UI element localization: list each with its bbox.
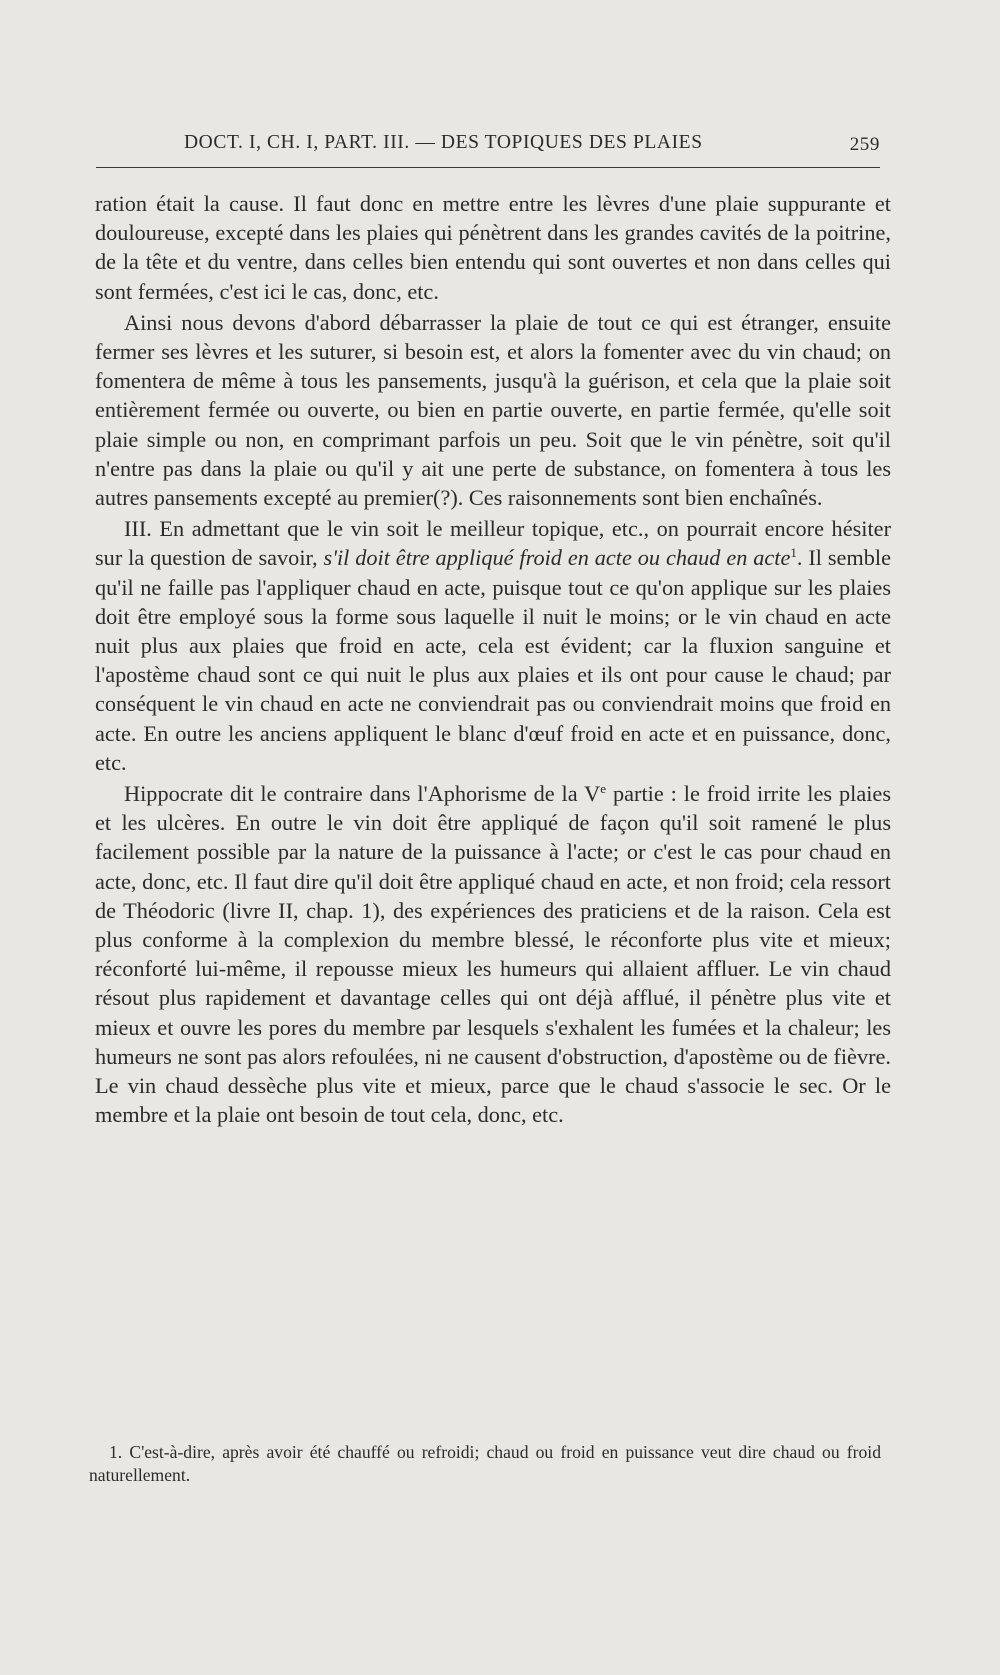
italic-question: s'il doit être appliqué froid en acte ou chaud en acte <box>323 545 791 571</box>
paragraph-4 <box>95 779 891 1129</box>
body-text <box>95 189 891 1130</box>
page-number: 259 <box>849 134 880 155</box>
paragraph-1: ration était la cause. Il faut donc en mettre entre les lèvres d'une plaie suppurante et douloureuse, excepté dans les plaies qui pénètrent dans les grandes cavités de la poitrine, de la tête et du ventre, dans celles bien entendu qui sont ouvertes et non dans celles qui sont fermées, c'est ici le cas, donc, etc. <box>95 191 891 304</box>
footnote-reference: 1 <box>790 545 797 561</box>
ordinal-superscript: e <box>600 781 607 797</box>
paragraph-4-start: Hippocrate dit le contraire dans l'Aphorisme de la V <box>124 781 601 807</box>
paragraph-3 <box>95 514 891 777</box>
header-rule <box>96 167 880 168</box>
footnote: 1. C'est-à-dire, après avoir été chauffé ou refroidi; chaud ou froid en puissance veut dire chaud ou froid naturellement. <box>89 1442 881 1485</box>
paragraph-4-rest: partie : le froid irrite les plaies et les ulcères. En outre le vin doit être appliqué de façon qu'il soit ramené le plus facilement possible par la nature de la puissance à l'acte; or c'est le cas pour chaud en acte, donc, etc. Il faut dire qu'il doit être appliqué chaud en acte, et non froid; cela ressort de Théodoric (livre II, chap. 1), des expériences des praticiens et de la raison. Cela est plus conforme à la complexion du membre blessé, le réconforte plus vite et mieux; réconforté lui-même, il repousse mieux les humeurs qui allaient affluer. Le vin chaud résout plus rapidement et davantage celles qui ont déjà afflué, il pénètre plus vite et mieux et ouvre les pores du membre par lesquels s'exhalent les fumées et la chaleur; les humeurs ne sont pas alors refoulées, ni ne causent d'obstruction, d'apostème ou de fièvre. Le vin chaud dessèche plus vite et mieux, parce que le chaud s'associe le sec. Or le membre et la plaie ont besoin de tout cela, donc, etc. <box>95 781 891 1128</box>
page-header <box>96 128 886 164</box>
paragraph-2: Ainsi nous devons d'abord débarrasser la plaie de tout ce qui est étranger, ensuite fermer ses lèvres et les suturer, si besoin est, et alors la fomenter avec du vin chaud; on fomentera de même à tous les pansements, jusqu'à la guérison, et cela que la plaie soit entièrement fermée ou ouverte, ou bien en partie ouverte, en partie fermée, qu'elle soit plaie simple ou non, en comprimant parfois un peu. Soit que le vin pénètre, soit qu'il n'entre pas dans la plaie ou qu'il y ait une perte de substance, on fomentera à tous les autres pansements excepté au premier(?). Ces raisonnements sont bien enchaînés. <box>95 309 891 511</box>
paragraph-3-rest: . Il semble qu'il ne faille pas l'appliquer chaud en acte, puisque tout ce qu'on applique sur les plaies doit être employé sous la forme sous laquelle il nuit le moins; or le vin chaud en acte nuit plus aux plaies que froid en acte, cela est évident; car la fluxion sanguine et l'apostème chaud sont ce qui nuit le plus aux plaies et ils ont pour cause le chaud; par conséquent le vin chaud en acte ne conviendrait pas ou conviendrait moins que froid en acte. En outre les anciens appliquent le blanc d'œuf froid en acte et en puissance, donc, etc. <box>95 545 891 775</box>
running-title: DOCT. I, CH. I, PART. III. — DES TOPIQUES DES PLAIES <box>184 132 703 153</box>
paragraph-3-start: III. En admettant que le vin soit le meilleur topique, etc., on pourrait encore hésiter sur la question de savoir, <box>95 516 891 571</box>
